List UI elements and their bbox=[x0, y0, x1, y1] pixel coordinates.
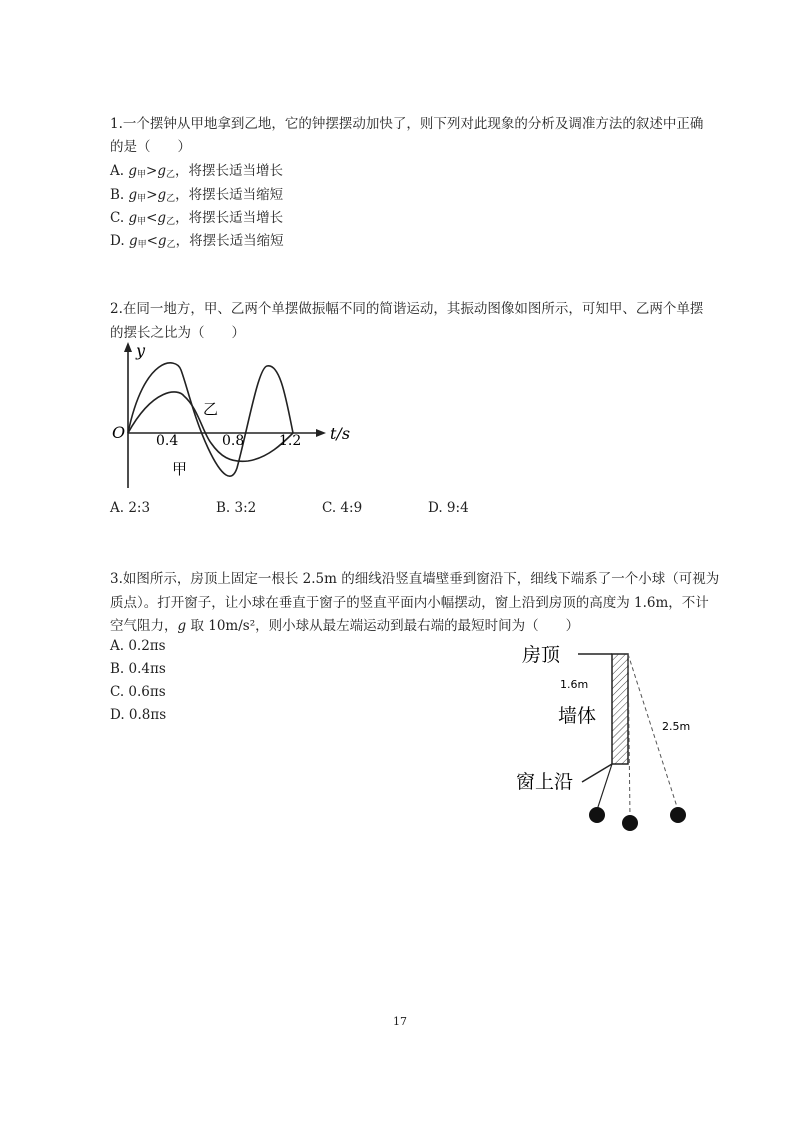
series-label-jia: 甲 bbox=[172, 460, 188, 478]
ball-right bbox=[670, 807, 686, 823]
pendulum-wall-figure bbox=[500, 638, 720, 838]
q3-option-a[interactable]: A. 0.2πs bbox=[110, 638, 166, 654]
q3-option-d[interactable]: D. 0.8πs bbox=[110, 707, 167, 723]
tick-0-4: 0.4 bbox=[156, 433, 179, 449]
q3-option-c[interactable]: C. 0.6πs bbox=[110, 684, 166, 700]
y-axis-label: y bbox=[136, 341, 146, 360]
ball-left bbox=[589, 807, 605, 823]
q2-stem-line1: 2.在同一地方，甲、乙两个单摆做振幅不同的简谐运动，其振动图像如图所示，可知甲、乙两个单摆 bbox=[110, 301, 704, 317]
q2-option-b[interactable]: B. 3:2 bbox=[216, 500, 257, 516]
wall bbox=[612, 654, 628, 764]
q1-option-d[interactable]: D. $g_甲<g_乙$，将摆长适当缩短 bbox=[110, 233, 284, 250]
q1-stem-line1: 1.一个摆钟从甲地拿到乙地，它的钟摆摆动加快了，则下列对此现象的分析及调准方法的叙述中正确 bbox=[110, 116, 704, 132]
q3-stem-line3: 空气阻力，g 取 10m/s²，则小球从最左端运动到最右端的最短时间为（ ） bbox=[110, 618, 580, 634]
x-axis-arrow bbox=[316, 429, 326, 437]
curve-jia bbox=[128, 363, 293, 476]
oscillation-graph bbox=[108, 338, 368, 493]
tick-0-8: 0.8 bbox=[222, 433, 245, 449]
wall-label: 墙体 bbox=[558, 705, 597, 727]
x-axis-label: t/s bbox=[330, 424, 351, 443]
q1-option-a[interactable]: A. $g_甲>g_乙$，将摆长适当增长 bbox=[110, 163, 283, 180]
length-label: 2.5m bbox=[662, 720, 691, 733]
q3-stem-line2: 质点）。打开窗子，让小球在垂直于窗子的竖直平面内小幅摆动，窗上沿到房顶的高度为 1.6m，不计 bbox=[110, 595, 709, 611]
origin-label: O bbox=[112, 423, 126, 442]
roof-label: 房顶 bbox=[522, 644, 561, 666]
q2-option-d[interactable]: D. 9:4 bbox=[428, 500, 469, 516]
tick-1-2: 1.2 bbox=[279, 433, 302, 449]
q1-stem-line2: 的是（ ） bbox=[110, 139, 191, 155]
window-label: 窗上沿 bbox=[516, 771, 574, 793]
q3-option-b[interactable]: B. 0.4πs bbox=[110, 661, 166, 677]
q1-option-c[interactable]: C. $g_甲<g_乙$，将摆长适当增长 bbox=[110, 210, 284, 227]
q2-option-a[interactable]: A. 2:3 bbox=[110, 500, 151, 516]
q3-stem-line1: 3.如图所示，房顶上固定一根长 2.5m 的细线沿竖直墙壁垂到窗沿下，细线下端系了一个小球（可视为 bbox=[110, 571, 720, 587]
ball-center bbox=[622, 815, 638, 831]
page-number: 17 bbox=[393, 1015, 407, 1028]
q2-stem-line2: 的摆长之比为（ ） bbox=[110, 325, 245, 341]
q1-option-b[interactable]: B. $g_甲>g_乙$，将摆长适当缩短 bbox=[110, 187, 284, 204]
y-axis-arrow bbox=[124, 342, 132, 352]
height-label: 1.6m bbox=[560, 678, 589, 691]
series-label-yi: 乙 bbox=[203, 400, 219, 418]
q2-option-c[interactable]: C. 4:9 bbox=[322, 500, 363, 516]
